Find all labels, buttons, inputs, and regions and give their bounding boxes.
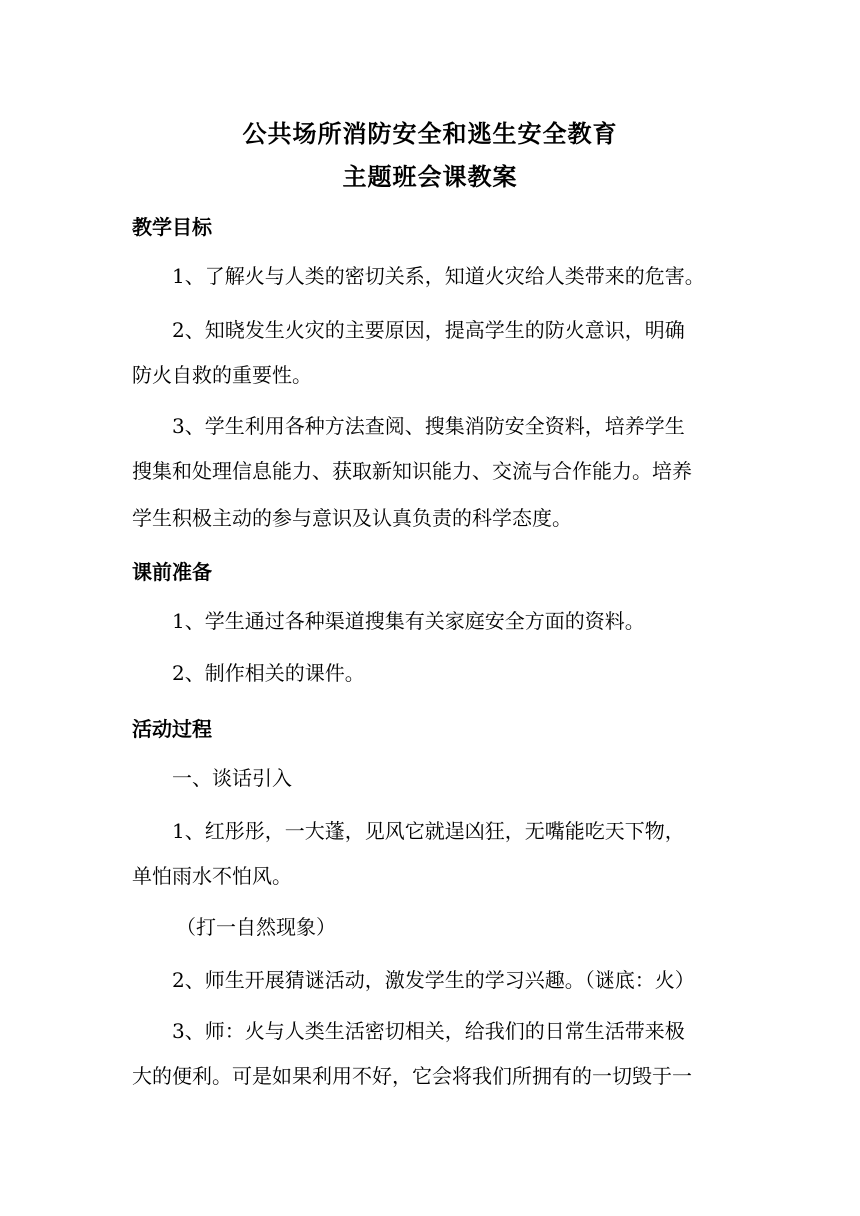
riddle-line-2: 单怕雨水不怕风。 <box>132 864 292 888</box>
document-title-line1: 公共场所消防安全和逃生安全教育 <box>242 119 618 148</box>
process-item-3-line2: 大的便利。可是如果利用不好，它会将我们所拥有的一切毁于一 <box>132 1064 692 1088</box>
objective-item-2-line1: 2、知晓发生火灾的主要原因，提高学生的防火意识，明确 <box>172 318 685 342</box>
objective-item-2-line2: 防火自救的重要性。 <box>132 363 312 387</box>
process-subheading-1: 一、谈话引入 <box>172 766 292 790</box>
riddle-hint: （打一自然现象） <box>176 915 336 939</box>
section-heading-objectives: 教学目标 <box>132 215 212 239</box>
document-title-line2: 主题班会课教案 <box>342 162 518 191</box>
section-heading-process: 活动过程 <box>132 717 212 741</box>
preparation-item-1: 1、学生通过各种渠道搜集有关家庭安全方面的资料。 <box>172 609 645 633</box>
riddle-line-1: 1、红彤彤，一大蓬，见风它就逞凶狂，无嘴能吃天下物， <box>172 819 685 843</box>
objective-item-3-line2: 搜集和处理信息能力、获取新知识能力、交流与合作能力。培养 <box>132 459 692 483</box>
section-heading-preparation: 课前准备 <box>132 560 212 584</box>
process-item-3-line1: 3、师：火与人类生活密切相关，给我们的日常生活带来极 <box>172 1019 685 1043</box>
objective-item-3-line3: 学生积极主动的参与意识及认真负责的科学态度。 <box>132 506 572 530</box>
objective-item-1: 1、了解火与人类的密切关系，知道火灾给人类带来的危害。 <box>172 264 705 288</box>
process-item-2: 2、师生开展猜谜活动，激发学生的学习兴趣。（谜底：火） <box>172 968 695 992</box>
objective-item-3-line1: 3、学生利用各种方法查阅、搜集消防安全资料，培养学生 <box>172 414 685 438</box>
preparation-item-2: 2、制作相关的课件。 <box>172 661 365 685</box>
